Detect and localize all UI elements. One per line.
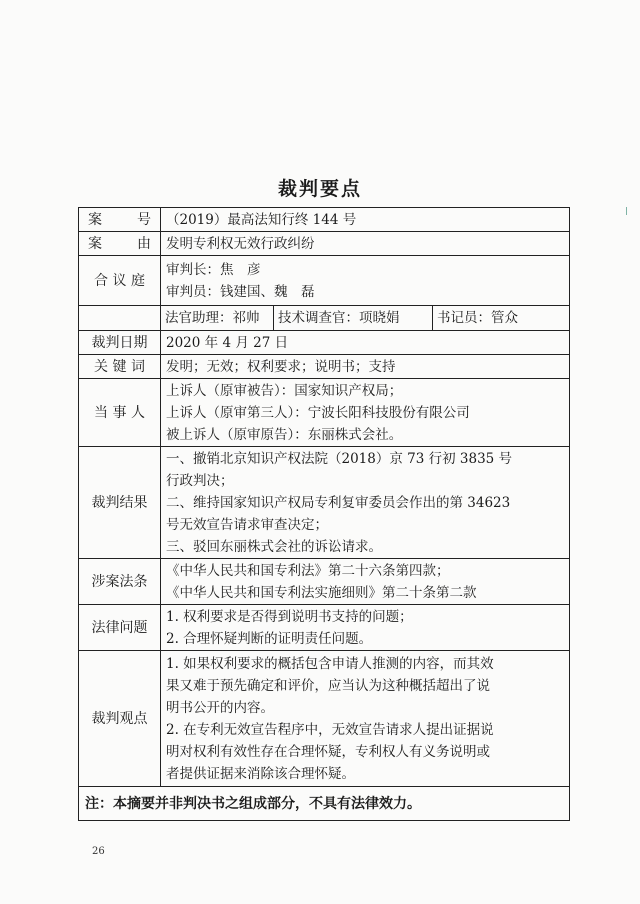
panel-presiding: 审判长：焦 彦 — [166, 261, 261, 278]
issue-line: 1. 权利要求是否得到说明书支持的问题； — [166, 608, 413, 625]
law-line: 《中华人民共和国专利法实施细则》第二十条第二款 — [166, 584, 477, 601]
law-line: 《中华人民共和国专利法》第二十六条第四款； — [166, 562, 450, 579]
holding-line: 者提供证据来消除该合理怀疑。 — [166, 765, 355, 782]
result-line: 三、驳回东丽株式会社的诉讼请求。 — [166, 538, 382, 555]
value-keywords: 发明；无效；权利要求；说明书；支持 — [161, 355, 570, 379]
party-line: 上诉人（原审被告）：国家知识产权局； — [166, 382, 403, 399]
label-case-no — [79, 208, 161, 232]
label-staff-empty — [79, 306, 161, 331]
label-cause — [79, 232, 161, 256]
row-keywords — [79, 355, 570, 379]
label-holdings: 裁判观点 — [79, 651, 161, 787]
staff-clerk-assistant: 法官助理：祁帅 — [161, 306, 274, 330]
label-keywords: 关 键 词 — [79, 355, 161, 379]
label-laws: 涉案法条 — [79, 559, 161, 605]
row-case-no — [79, 208, 570, 232]
summary-table — [78, 207, 570, 821]
holding-line: 1. 如果权利要求的概括包含申请人推测的内容，而其效 — [166, 655, 494, 672]
label-cause-b: 由 — [137, 235, 151, 252]
row-result — [79, 447, 570, 559]
result-line: 号无效宣告请求审查决定； — [166, 516, 328, 533]
label-case-no-b: 号 — [137, 211, 151, 228]
row-holdings — [79, 651, 570, 787]
label-issues: 法律问题 — [79, 605, 161, 651]
page-number: 26 — [92, 846, 105, 857]
row-staff — [79, 306, 570, 331]
disclaimer-note: 注：本摘要并非判决书之组成部分，不具有法律效力。 — [79, 787, 570, 821]
value-parties — [161, 379, 570, 447]
value-panel — [161, 256, 570, 306]
panel-judges: 审判员：钱建国、魏 磊 — [166, 283, 315, 300]
page-title: 裁判要点 — [277, 178, 362, 200]
label-cause-a: 案 — [88, 235, 102, 252]
row-laws — [79, 559, 570, 605]
label-result: 裁判结果 — [79, 447, 161, 559]
holding-line: 2. 在专利无效宣告程序中，无效宣告请求人提出证据说 — [166, 721, 494, 738]
value-cause: 发明专利权无效行政纠纷 — [161, 232, 570, 256]
staff-recorder: 书记员：管众 — [437, 310, 518, 326]
issue-line: 2. 合理怀疑判断的证明责任问题。 — [166, 630, 373, 647]
value-case-no: （2019）最高法知行终 144 号 — [161, 208, 570, 232]
value-date: 2020 年 4 月 27 日 — [161, 331, 570, 355]
edge-mark — [626, 207, 627, 215]
label-panel: 合 议 庭 — [79, 256, 161, 306]
staff-tech-investigator: 技术调查官：项晓娟 — [274, 306, 433, 330]
result-line: 二、维持国家知识产权局专利复审委员会作出的第 34623 — [166, 494, 511, 511]
value-laws — [161, 559, 570, 605]
row-issues — [79, 605, 570, 651]
holding-line: 明对权利有效性存在合理怀疑，专利权人有义务说明或 — [166, 743, 490, 760]
row-panel — [79, 256, 570, 306]
value-issues — [161, 605, 570, 651]
value-holdings — [161, 651, 570, 787]
value-result — [161, 447, 570, 559]
result-line: 行政判决； — [166, 472, 234, 489]
value-staff — [161, 306, 570, 331]
row-note — [79, 787, 570, 821]
label-case-no-a: 案 — [88, 211, 102, 228]
holding-line: 明书公开的内容。 — [166, 699, 274, 716]
row-cause — [79, 232, 570, 256]
row-parties — [79, 379, 570, 447]
result-line: 一、撤销北京知识产权法院（2018）京 73 行初 3835 号 — [166, 450, 513, 467]
row-date — [79, 331, 570, 355]
party-line: 上诉人（原审第三人）：宁波长阳科技股份有限公司 — [166, 404, 470, 421]
label-parties: 当 事 人 — [79, 379, 161, 447]
party-line: 被上诉人（原审原告）：东丽株式会社。 — [166, 426, 403, 443]
label-date: 裁判日期 — [79, 331, 161, 355]
holding-line: 果又难于预先确定和评价，应当认为这种概括超出了说 — [166, 677, 490, 694]
